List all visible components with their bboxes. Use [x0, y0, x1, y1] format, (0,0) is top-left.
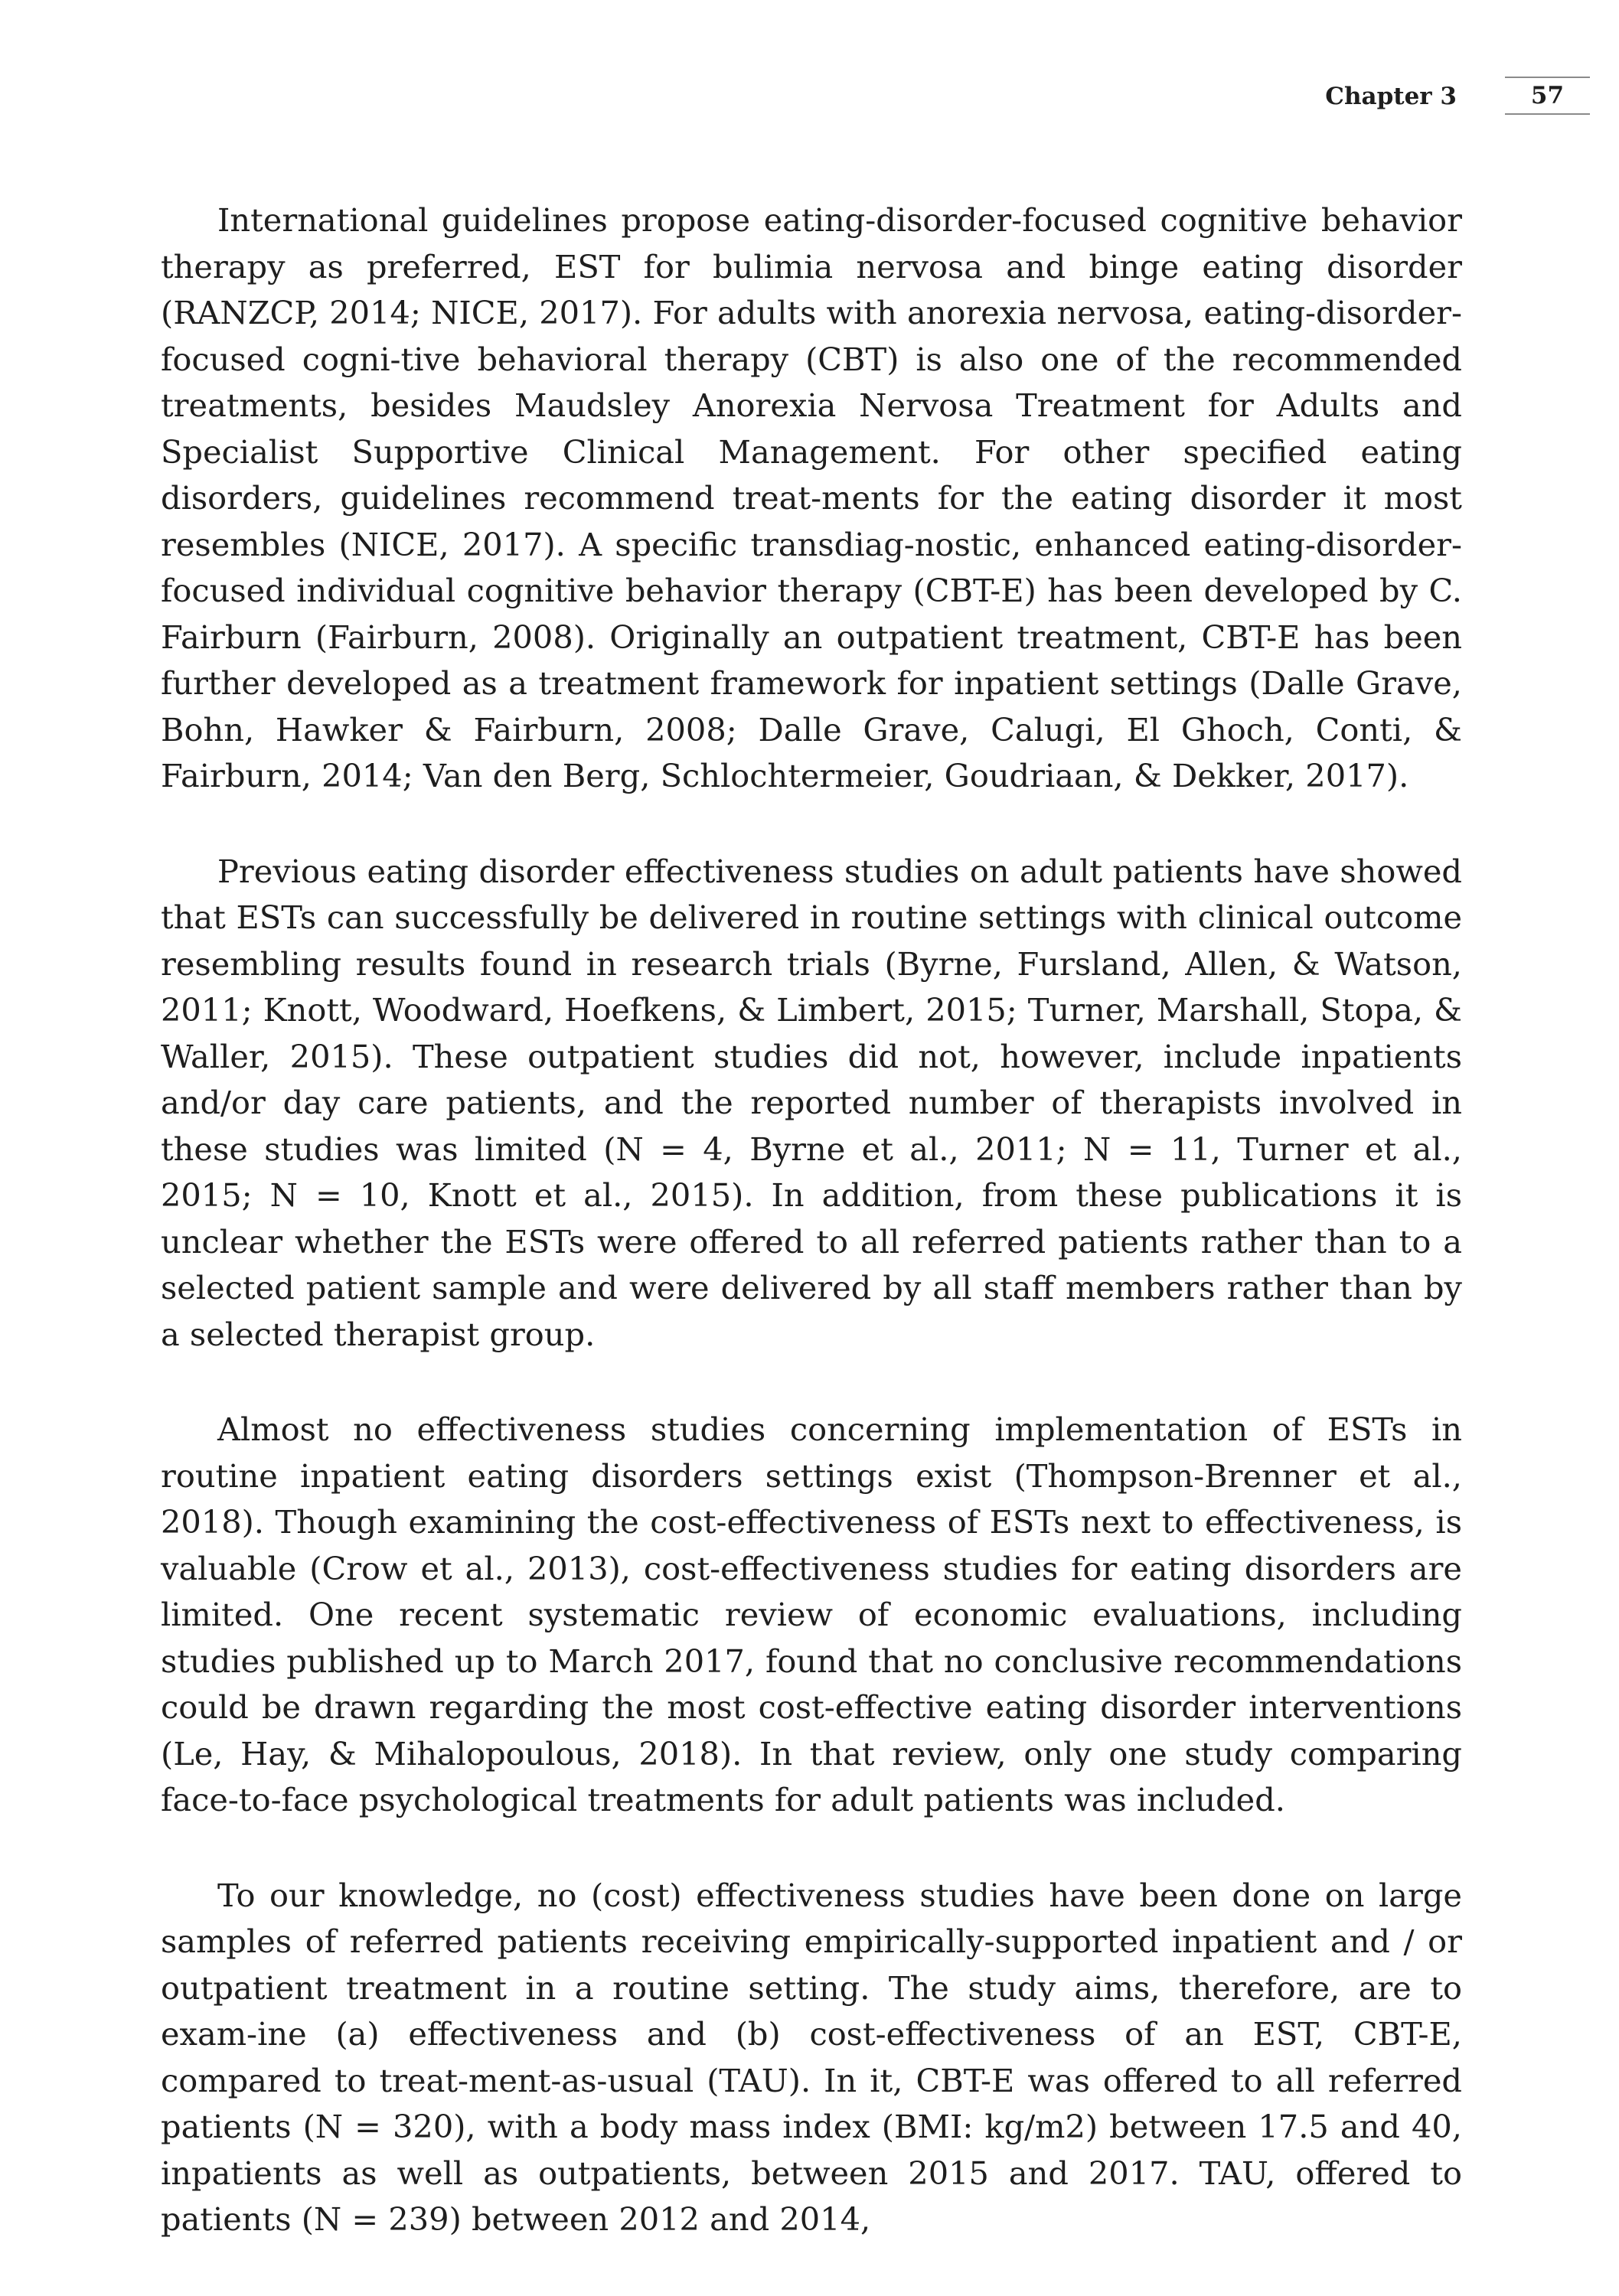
chapter-label: Chapter 3 — [1325, 83, 1457, 110]
paragraph-guidelines: International guidelines propose eating-disorder-focused cognitive behavior therapy as preferred, EST for bulimia nervosa and binge eating disorder (RANZCP, 2014; NICE, 2017). For adults with anorexia nervosa, eating-disorder-focused cogni-tive behavioral therapy (CBT) is also one of the recommended treatments, besides Maudsley Anorexia Nervosa Treatment for Adults and Specialist Supportive Clinical Management. For other specified eating disorders, guidelines recommend treat-ments for the eating disorder it most resembles (NICE, 2017). A specific transdiag-nostic, enhanced eating-disorder-focused individual cognitive behavior therapy (CBT-E) has been developed by C. Fairburn (Fairburn, 2008). Originally an outpatient treatment, CBT-E has been further developed as a treatment framework for inpatient settings (Dalle Grave, Bohn, Hawker & Fairburn, 2008; Dalle Grave, Calugi, El Ghoch, Conti, & Fairburn, 2014; Van den Berg, Schlochtermeier, Goudriaan, & Dekker, 2017). — [161, 201, 1462, 794]
body-text — [161, 197, 1462, 2243]
page-number-box — [1505, 77, 1590, 115]
paragraph-cost-effectiveness: Almost no effectiveness studies concerning implementation of ESTs in routine inpatient eating disorders settings exist (Thompson-Brenner et al., 2018). Though examining the cost-effectiveness of ESTs next to effectiveness, is valuable (Crow et al., 2013), cost-effectiveness studies for eating disorders are limited. One recent systematic review of economic evaluations, including studies published up to March 2017, found that no conclusive recommendations could be drawn regarding the most cost-effective eating disorder interventions (Le, Hay, & Mihalopoulous, 2018). In that review, only one study comparing face-to-face psychological treatments for adult patients was included. — [161, 1411, 1462, 1818]
page-header — [0, 77, 1619, 122]
paragraph-previous-studies: Previous eating disorder effectiveness studies on adult patients have showed that ESTs can successfully be delivered in routine settings with clinical outcome resembling results found in research trials (Byrne, Fursland, Allen, & Watson, 2011; Knott, Woodward, Hoefkens, & Limbert, 2015; Turner, Marshall, Stopa, & Waller, 2015). These outpatient studies did not, however, include inpatients and/or day care patients, and the reported number of therapists involved in these studies was limited (N = 4, Byrne et al., 2011; N = 11, Turner et al., 2015; N = 10, Knott et al., 2015). In addition, from these publications it is unclear whether the ESTs were offered to all referred patients rather than to a selected patient sample and were delivered by all staff members rather than by a selected therapist group. — [161, 852, 1462, 1353]
paragraph-study-aims: To our knowledge, no (cost) effectiveness studies have been done on large samples of referred patients receiving empirically-supported inpatient and / or outpatient treatment in a routine setting. The study aims, therefore, are to exam-ine (a) effectiveness and (b) cost-effectiveness of an EST, CBT-E, compared to treat-ment-as-usual (TAU). In it, CBT-E was offered to all referred patients (N = 320), with a body mass index (BMI: kg/m2) between 17.5 and 40, inpatients as well as outpatients, between 2015 and 2017. TAU, offered to patients (N = 239) between 2012 and 2014, — [161, 1876, 1462, 2238]
page-number: 57 — [1530, 82, 1565, 109]
